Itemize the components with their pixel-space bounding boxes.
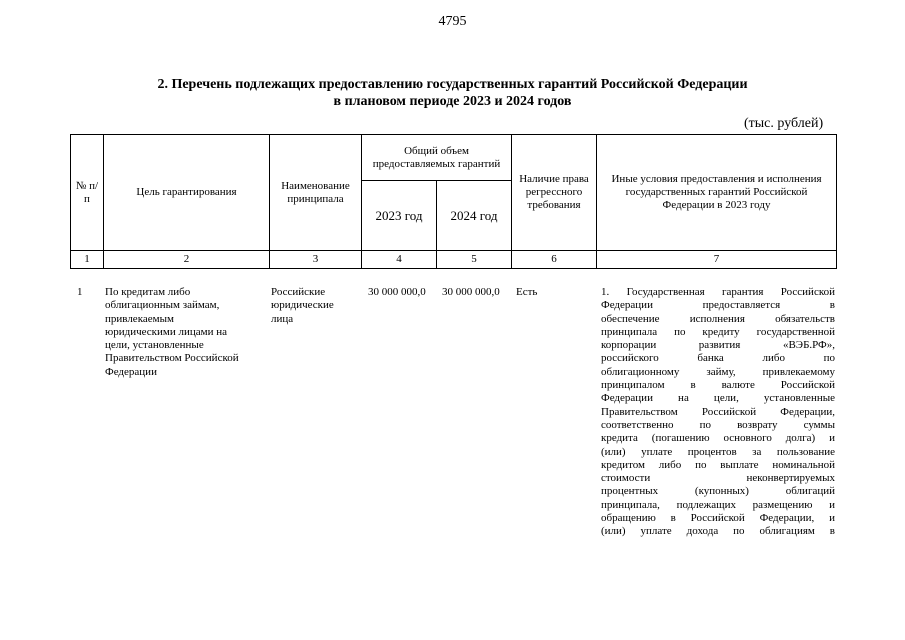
text-line: облигационному займу, привлекаемому [601,365,835,378]
header-table [70,134,837,269]
header-num: № п/п [71,135,104,251]
text-line: Российские [271,286,326,298]
units-label: (тыс. рублей) [744,116,824,131]
row-number: 1 [77,286,83,298]
header-year-2024: 2024 год [437,181,512,251]
row-conditions [601,286,835,539]
text-line: привлекаемым [105,312,174,325]
text-line: принципалом в валюте Российской [601,379,835,392]
column-number: 6 [512,251,597,269]
text-line: кредитом либо по выплате номинальной [601,458,835,471]
header-volume: Общий объем предоставляемых гарантий [362,135,512,181]
text-line: Федерации на цели, установленные [601,392,835,405]
column-number: 4 [362,251,437,269]
row-regress: Есть [516,286,538,298]
row-amount-2024: 30 000 000,0 [442,286,500,298]
header-regress: Наличие права регрессного требования [512,135,597,251]
text-line: цели, установленные [105,339,204,352]
text-line: корпорации развития «ВЭБ.РФ», [601,339,835,352]
text-line: юридическими лицами на [105,325,227,338]
text-line: Федерации предоставляется в [601,299,835,312]
text-line: юридические [271,299,334,312]
text-line: обращению в Российской Федерации, и [601,512,835,525]
header-principal: Наименование принципала [270,135,362,251]
text-line: обеспечение исполнения обязательств [601,312,835,325]
text-line: Правительством Российской Федерации, [601,405,835,418]
text-line: процентных (купонных) облигаций [601,485,835,498]
column-number: 7 [597,251,837,269]
header-year-2023: 2023 год [362,181,437,251]
section-title-line-2: в плановом периоде 2023 и 2024 годов [333,94,572,109]
text-line: (или) уплате дохода по облигациям в [601,525,835,538]
header-purpose: Цель гарантирования [104,135,270,251]
header-other-conditions: Иные условия предоставления и исполнения государственных гарантий Российской Федерации в 2023 году [597,135,837,251]
text-line: Правительством Российской [105,352,239,365]
text-line: 1. Государственная гарантия Российской [601,286,835,298]
text-line: принципала, подлежащих размещению и [601,498,835,511]
column-number: 2 [104,251,270,269]
page-number: 4795 [438,14,467,29]
text-line: лица [271,312,294,325]
column-number: 5 [437,251,512,269]
column-number: 1 [71,251,104,269]
row-amount-2023: 30 000 000,0 [368,286,426,298]
text-line: (или) уплате процентов за пользование [601,445,835,458]
row-purpose [105,286,268,379]
column-number: 3 [270,251,362,269]
text-line: стоимости неконвертируемых [601,472,835,485]
text-line: облигационным займам, [105,299,220,312]
section-title [0,76,905,110]
row-principal [271,286,356,326]
section-title-line-1: 2. Перечень подлежащих предоставлению государственных гарантий Российской Федерации [157,77,748,92]
text-line: российского банка либо по [601,352,835,365]
text-line: кредита (погашению основного долга) и [601,432,835,445]
text-line: Федерации [105,365,157,378]
text-line: соответственно по возврату суммы [601,418,835,431]
text-line: По кредитам либо [105,286,191,298]
text-line: принципала по кредиту государственной [601,325,835,338]
